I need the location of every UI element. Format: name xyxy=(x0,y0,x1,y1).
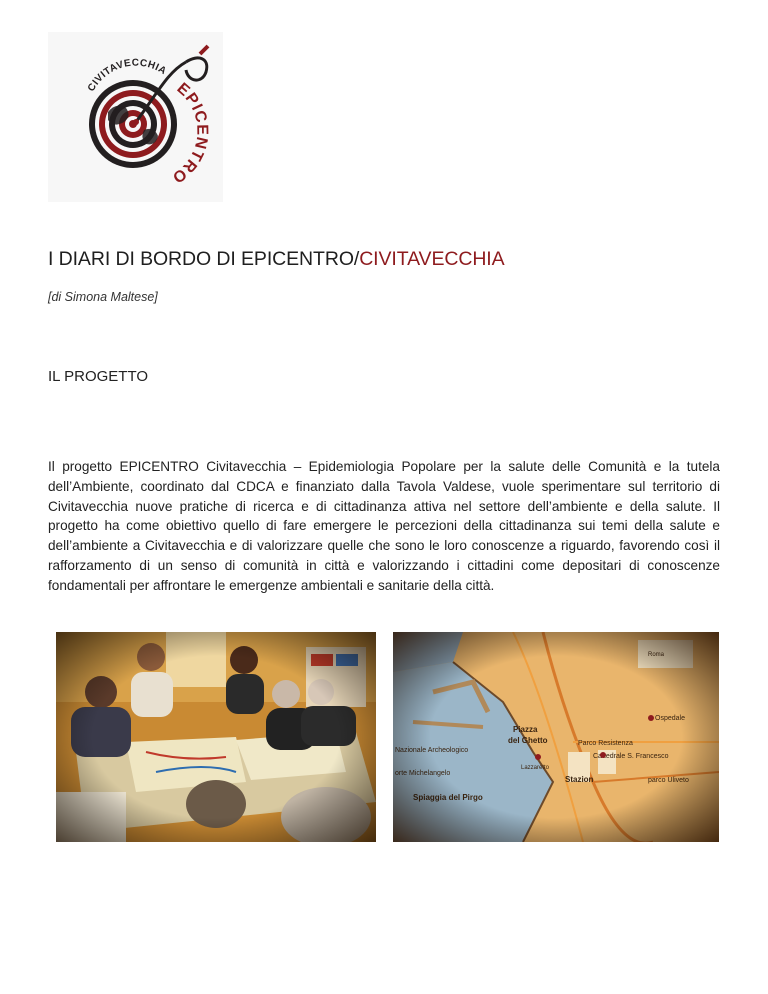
logo xyxy=(48,32,223,202)
logo-top-text: CIVITAVECCHIA xyxy=(85,57,169,94)
title-accent: CIVITAVECCHIA xyxy=(359,248,505,270)
body-paragraph: Il progetto EPICENTRO Civitavecchia – Epidemiologia Popolare per la salute delle Comunità e la tutela dell’Ambiente, coordinato dal CDCA e finanziato dalla Tavola Valdese, vuole sperimentare sul territorio di Civitavecchia nuove pratiche di ricerca e di cittadinanza attiva nel settore dell’ambiente e della salute. Il progetto ha come obiettivo quello di fare emergere le percezioni della cittadinanza sui temi della salute e dell’ambiente a Civitavecchia e di valorizzare quelle che sono le loro conoscenze a riguardo, favorendo così il rafforzamento di un senso di comunità in città e valorizzando i cittadini come depositari di conoscenze fondamentali per affrontare le emergenze ambientali e sanitarie della città. xyxy=(48,459,720,593)
title-main: I DIARI DI BORDO DI EPICENTRO/ xyxy=(48,248,360,270)
section-heading: IL PROGETTO xyxy=(48,368,149,385)
logo-side-text: EPICENTRO xyxy=(168,79,211,187)
map-photo xyxy=(393,632,719,842)
page-title xyxy=(48,248,505,271)
author-line: [di Simona Maltese] xyxy=(48,290,158,304)
epicentro-logo-graphic xyxy=(48,32,223,202)
workshop-photo xyxy=(56,632,376,842)
